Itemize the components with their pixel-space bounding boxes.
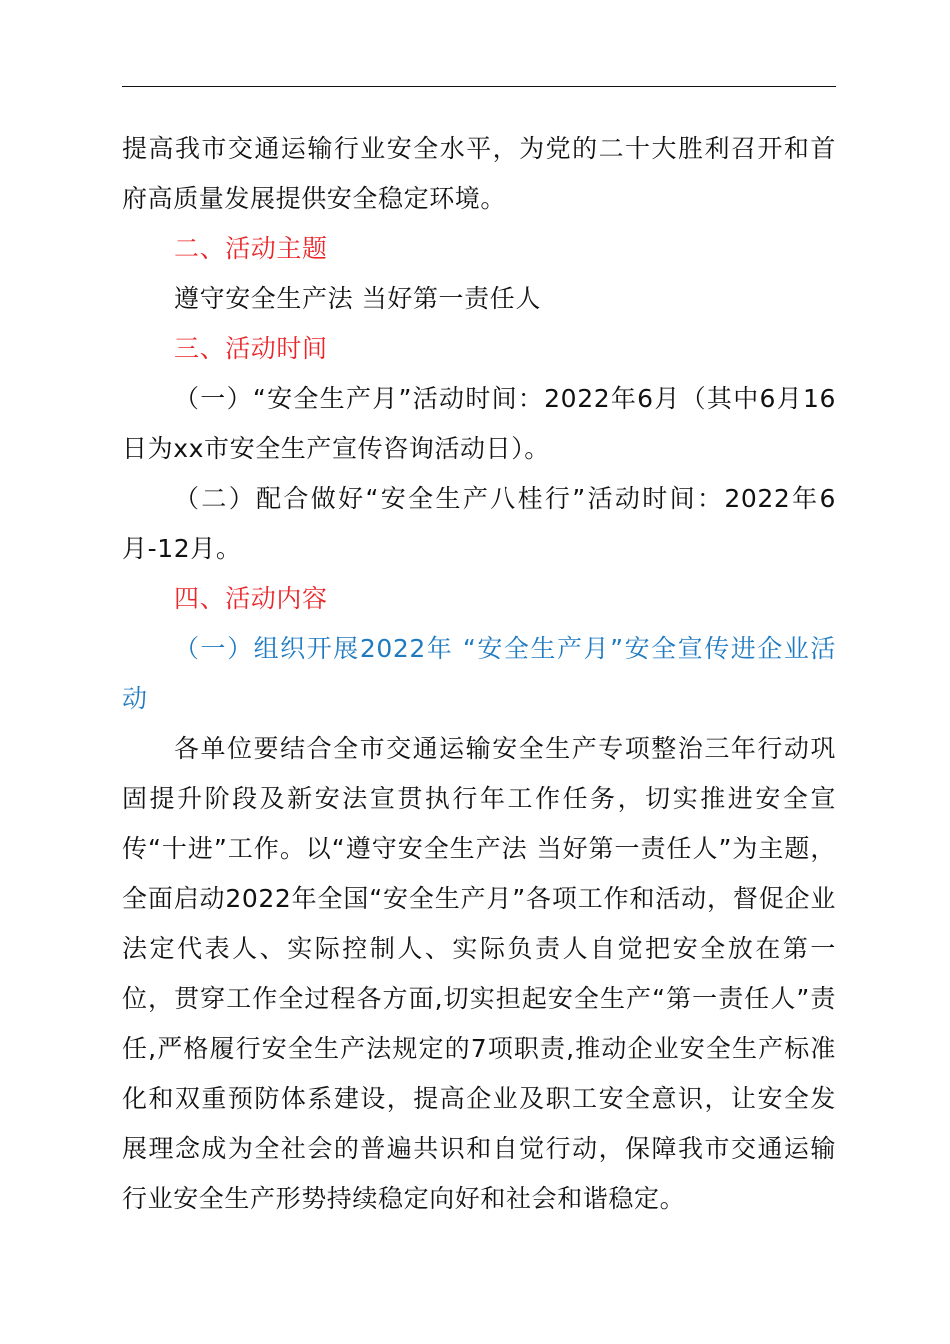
heading-activity-time: 三、活动时间 [174, 334, 328, 363]
paragraph-intro: 提高我市交通运输行业安全水平，为党的二十大胜利召开和首府高质量发展提供安全稳定环境。 [122, 134, 836, 213]
paragraph-time-1: （一）“安全生产月”活动时间：2022年6月（其中6月16日为xx市安全生产宣传咨询活动日）。 [122, 384, 836, 463]
paragraph-theme: 遵守安全生产法 当好第一责任人 [174, 284, 541, 313]
paragraph-content: 各单位要结合全市交通运输安全生产专项整治三年行动巩固提升阶段及新安法宣贯执行年工作任务，切实推进安全宣传“十进”工作。以“遵守安全生产法 当好第一责任人”为主题，全面启动2022年全国“安全生产月”各项工作和活动，督促企业法定代表人、实际控制人、实际负责人自觉把安全放在第一位，贯穿工作全过程各方面,切实担起安全生产“第一责任人”责任,严格履行安全生产法规定的7项职责,推动企业安全生产标准化和双重预防体系建设，提高企业及职工安全意识，让安全发展理念成为全社会的普遍共识和自觉行动，保障我市交通运输行业安全生产形势持续稳定向好和社会和谐稳定。 [122, 734, 836, 1213]
heading-activity-theme: 二、活动主题 [174, 234, 328, 263]
paragraph-time-2: （二）配合做好“安全生产八桂行”活动时间：2022年6月-12月。 [122, 484, 836, 563]
header-rule [122, 86, 836, 87]
subheading-content-1: （一）组织开展2022年 “安全生产月”安全宣传进企业活动 [122, 634, 836, 713]
heading-activity-content: 四、活动内容 [174, 584, 328, 613]
